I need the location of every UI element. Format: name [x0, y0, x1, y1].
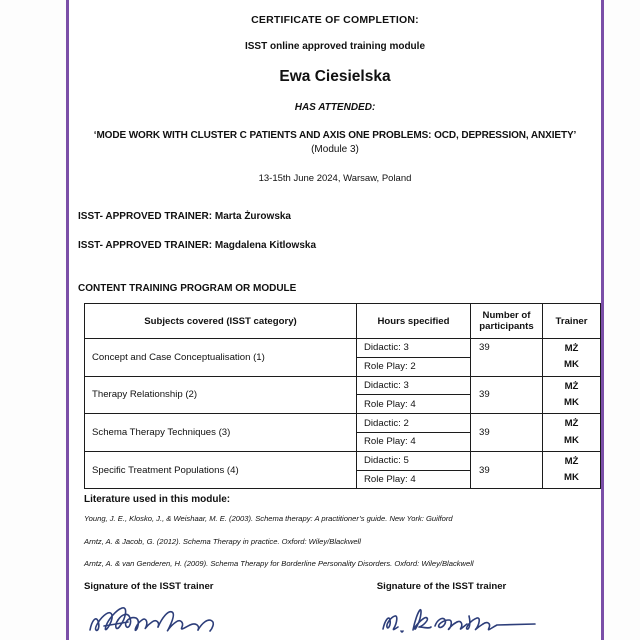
signature-row — [84, 581, 592, 640]
approved-trainer-1: ISST- APPROVED TRAINER: Marta Żurowska — [78, 211, 291, 222]
cell-participants: 39 — [471, 414, 543, 452]
cell-role-play: Role Play: 2 — [357, 357, 471, 376]
column-header-hours: Hours specified — [357, 304, 471, 339]
cell-trainer — [543, 339, 601, 377]
cell-participants: 39 — [471, 451, 543, 489]
trainer-initials-2: MK — [564, 396, 579, 408]
literature-heading: Literature used in this module: — [84, 494, 231, 506]
reference-item: Arntz, A. & van Genderen, H. (2009). Schema Therapy for Borderline Personality Disorders. Oxford: Wiley/Blackwell — [84, 558, 474, 568]
cell-didactic: Didactic: 3 — [357, 376, 471, 395]
course-title: ‘MODE WORK WITH CLUSTER C PATIENTS AND AXIS ONE PROBLEMS: OCD, DEPRESSION, ANXIETY’ — [93, 130, 577, 141]
cell-trainer — [543, 451, 601, 489]
certificate-sheet — [69, 0, 601, 640]
cell-participants: 39 — [471, 339, 543, 377]
place-and-date: 13-15th June 2024, Warsaw, Poland — [258, 173, 412, 184]
cell-subject: Specific Treatment Populations (4) — [85, 451, 357, 489]
cell-subject: Concept and Case Conceptualisation (1) — [85, 339, 357, 377]
cell-didactic: Didactic: 5 — [357, 451, 471, 470]
trainer-initials-1: MŻ — [564, 343, 579, 355]
module-number: (Module 3) — [311, 144, 359, 155]
cell-participants: 39 — [471, 376, 543, 414]
signature-image-left — [84, 596, 377, 640]
certificate-subtitle: ISST online approved training module — [244, 41, 425, 52]
trainer-initials-1: MŻ — [564, 380, 579, 392]
page-border-right — [601, 0, 604, 640]
reference-item: Arntz, A. & Jacob, G. (2012). Schema Therapy in practice. Oxford: Wiley/Blackwell — [84, 536, 361, 546]
trainer-initials-2: MK — [564, 434, 579, 446]
signature-block-right — [377, 581, 592, 640]
column-header-trainer: Trainer — [543, 304, 601, 339]
signature-image-right — [377, 596, 592, 640]
has-attended-label: HAS ATTENDED: — [294, 102, 376, 113]
table-row — [85, 414, 601, 433]
content-program-heading: CONTENT TRAINING PROGRAM OR MODULE — [78, 283, 297, 294]
cell-subject: Schema Therapy Techniques (3) — [85, 414, 357, 452]
column-header-participants: Number of participants — [471, 304, 543, 339]
signature-label-right: Signature of the ISST trainer — [376, 580, 507, 592]
certificate-title: CERTIFICATE OF COMPLETION: — [251, 14, 419, 26]
table-row — [85, 339, 601, 358]
cell-subject: Therapy Relationship (2) — [85, 376, 357, 414]
trainer-initials-1: MŻ — [564, 418, 579, 430]
table-header-row — [85, 304, 601, 339]
signature-block-left — [84, 581, 377, 640]
trainer-initials-1: MŻ — [564, 455, 579, 467]
table-row — [85, 451, 601, 470]
approved-trainer-2: ISST- APPROVED TRAINER: Magdalena Kitlowska — [78, 240, 317, 251]
cell-role-play: Role Play: 4 — [357, 470, 471, 489]
cell-role-play: Role Play: 4 — [357, 433, 471, 452]
cell-trainer — [543, 414, 601, 452]
trainer-initials-2: MK — [564, 359, 579, 371]
cell-didactic: Didactic: 2 — [357, 414, 471, 433]
reference-item: Young, J. E., Klosko, J., & Weishaar, M. E. (2003). Schema therapy: A practitioner’s guide. New York: Guilford — [84, 514, 453, 524]
cell-didactic: Didactic: 3 — [357, 339, 471, 358]
column-header-subjects: Subjects covered (ISST category) — [85, 304, 357, 339]
cell-trainer — [543, 376, 601, 414]
training-content-table — [84, 303, 601, 489]
trainer-initials-2: MK — [564, 472, 579, 484]
table-row — [85, 376, 601, 395]
signature-label-left: Signature of the ISST trainer — [84, 580, 214, 592]
cell-role-play: Role Play: 4 — [357, 395, 471, 414]
recipient-name: Ewa Ciesielska — [279, 68, 391, 85]
